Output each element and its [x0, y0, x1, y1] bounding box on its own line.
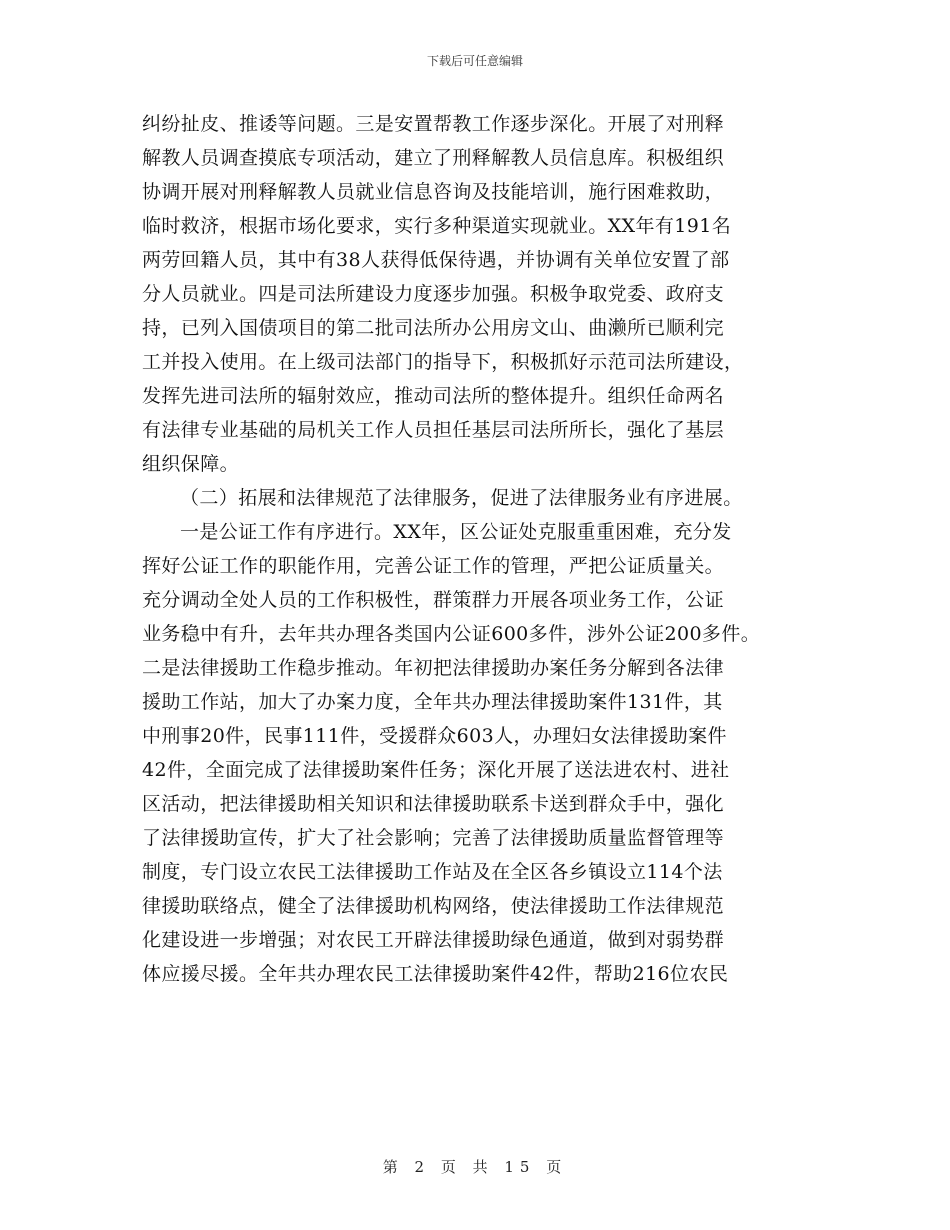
text-line: 业务稳中有升，去年共办理各类国内公证600多件，涉外公证200多件。	[142, 623, 761, 645]
text-line: 协调开展对刑释解教人员就业信息咨询及技能培训，施行困难救助，	[142, 181, 725, 203]
text-line: 制度，专门设立农民工法律援助工作站及在全区各乡镇设立114个法	[142, 861, 723, 883]
text-line: 挥好公证工作的职能作用，完善公证工作的管理，严把公证质量关。	[142, 555, 725, 577]
text-line: 二是法律援助工作稳步推动。年初把法律援助办案任务分解到各法律	[142, 657, 725, 679]
text-line: 一是公证工作有序进行。XX年，区公证处克服重重困难，充分发	[180, 521, 732, 543]
text-line: 体应援尽援。全年共办理农民工法律援助案件42件，帮助216位农民	[142, 963, 729, 985]
text-line: 解教人员调查摸底专项活动，建立了刑释解教人员信息库。积极组织	[142, 147, 725, 169]
text-line: 纠纷扯皮、推诿等问题。三是安置帮教工作逐步深化。开展了对刑释	[142, 113, 725, 135]
page-footer: 第 2 页 共 15 页	[382, 1158, 568, 1176]
text-line: 组织保障。	[142, 453, 240, 475]
section-heading: （二）拓展和法律规范了法律服务，促进了法律服务业有序进展。	[180, 487, 743, 509]
text-line: 化建设进一步增强；对农民工开辟法律援助绿色通道，做到对弱势群	[142, 929, 725, 951]
text-line: 工并投入使用。在上级司法部门的指导下，积极抓好示范司法所建设，	[142, 351, 744, 373]
text-line: 临时救济，根据市场化要求，实行多种渠道实现就业。XX年有191名	[142, 215, 732, 237]
text-line: 了法律援助宣传，扩大了社会影响；完善了法律援助质量监督管理等	[142, 827, 725, 849]
text-line: 充分调动全处人员的工作积极性，群策群力开展各项业务工作，公证	[142, 589, 725, 611]
text-line: 律援助联络点，健全了法律援助机构网络，使法律援助工作法律规范	[142, 895, 725, 917]
text-line: 42件，全面完成了法律援助案件任务；深化开展了送法进农村、进社	[142, 759, 730, 781]
document-body	[142, 107, 822, 991]
text-line: 发挥先进司法所的辐射效应，推动司法所的整体提升。组织任命两名	[142, 385, 725, 407]
text-line: 持，已列入国债项目的第二批司法所办公用房文山、曲濑所已顺利完	[142, 317, 725, 339]
text-line: 有法律专业基础的局机关工作人员担任基层司法所所长，强化了基层	[142, 419, 725, 441]
text-line: 分人员就业。四是司法所建设力度逐步加强。积极争取党委、政府支	[142, 283, 725, 305]
text-line: 两劳回籍人员，其中有38人获得低保待遇，并协调有关单位安置了部	[142, 249, 730, 271]
text-line: 中刑事20件，民事111件，受援群众603人，办理妇女法律援助案件	[142, 725, 727, 747]
page-header: 下载后可任意编辑	[426, 54, 523, 68]
text-line: 援助工作站，加大了办案力度，全年共办理法律援助案件131件，其	[142, 691, 723, 713]
text-line: 区活动，把法律援助相关知识和法律援助联系卡送到群众手中，强化	[142, 793, 725, 815]
